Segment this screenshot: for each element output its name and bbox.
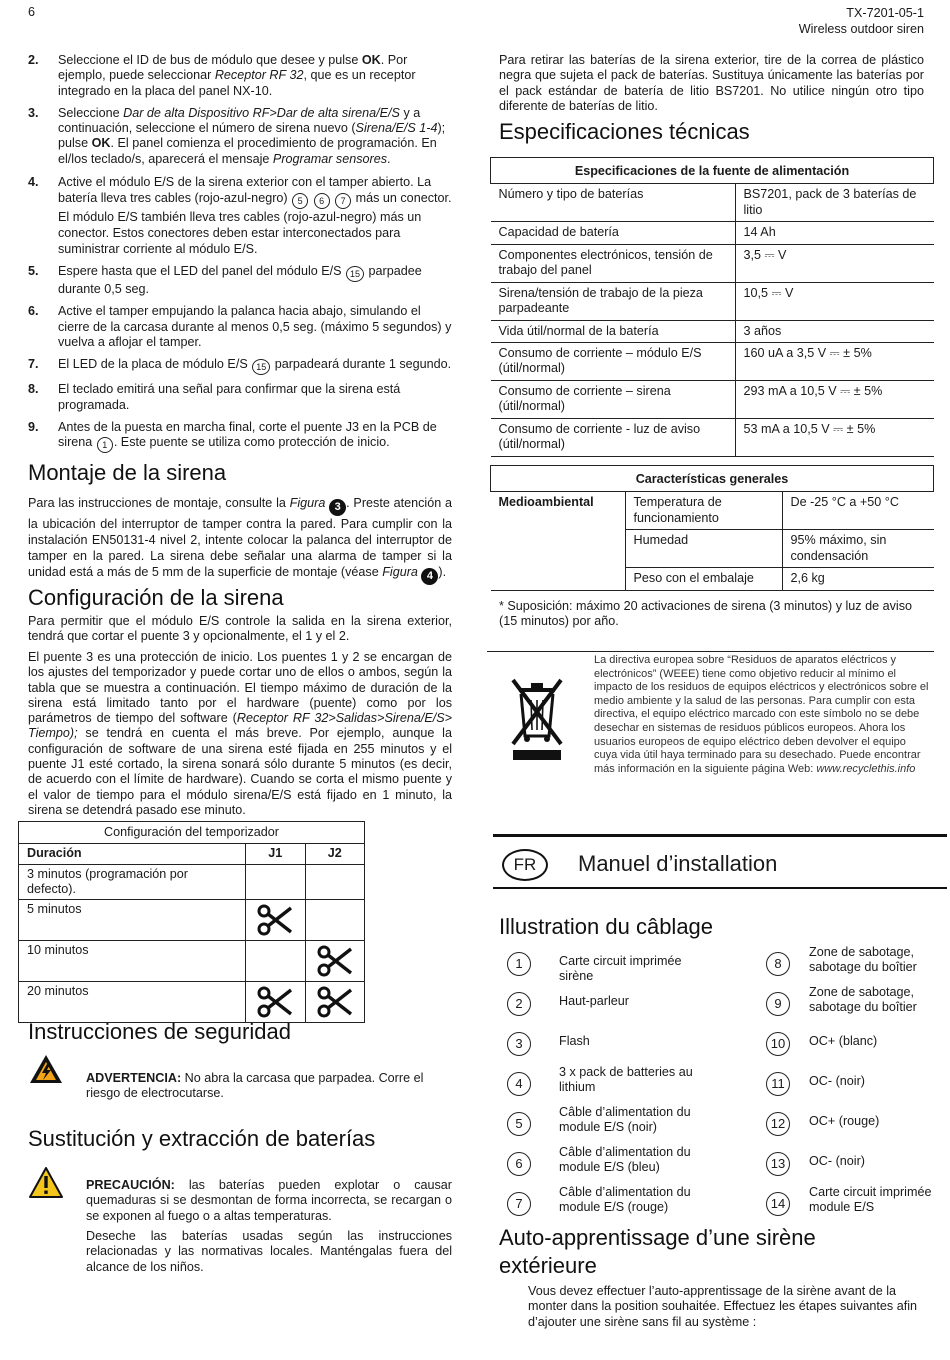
step: 6. Active el tamper empujando la palanca hacia abajo, simulando el cierre de la carcasa durante al menos 0,5 seg. (máximo 5 segundos) y vuelva a aflojar el tamper.: [28, 304, 452, 349]
fr-rule-top: [493, 834, 947, 837]
table-row: 10 minutos: [19, 941, 365, 982]
fr-rule-bottom: [493, 887, 947, 889]
config-title: Configuración de la sirena: [28, 585, 284, 610]
wiring-label: Carte circuit imprimée sirène: [559, 954, 682, 983]
general-spec-table: Características generales Medioambiental Temperatura de funcionamiento De -25 °C a +50 °C Humedad 95% máximo, sin condensación Peso con el embalaje 2,6 kg: [490, 465, 934, 591]
page-number: 6: [28, 5, 36, 19]
wiring-number-circle: 5: [507, 1112, 531, 1136]
scissors-icon: [305, 982, 365, 1023]
wiring-number-circle: 12: [766, 1112, 790, 1136]
scissors-icon: [305, 941, 365, 982]
montaje-text: Para las instrucciones de montaje, consulte la Figura 3 . Preste atención a la ubicación del interruptor de tamper contra la pared. Para cumplir con la instalación EN50131-4 nivel 2, intente colocar la palanca del interruptor de tamper en la pared. La sirena debe señalar una alarma de tamper si la unidad está a más de 5 mm de la superficie de montaje (véase Figura 4 ).: [28, 495, 452, 585]
scissors-icon: [246, 900, 306, 941]
general-header: Características generales: [491, 466, 934, 492]
wiring-label: Câble d’alimentation du module E/S (bleu): [559, 1145, 691, 1174]
step: 8. El teclado emitirá una señal para confirmar que la sirena está programada.: [28, 382, 401, 412]
wiring-number-circle: 3: [507, 1032, 531, 1056]
battery-title: Sustitución y extracción de baterías: [28, 1126, 376, 1151]
programming-steps: [28, 53, 453, 453]
auto-learn-title: Auto-apprentissage d’une sirène extérieure: [499, 1225, 816, 1278]
col-j2: J2: [305, 844, 365, 864]
warning-icon: [28, 1166, 64, 1204]
wiring-number-circle: 11: [766, 1072, 790, 1096]
step: 3. Seleccione Dar de alta Dispositivo RF>Dar de alta sirena/E/S y a continuación, seleccione el número de sirena nuevo (Sirena/E/S 1-4); pulse OK. El panel comienza el procedimiento de programación. En el/los teclado/s, aparecerá el mensaje Programar sensores.: [28, 105, 446, 166]
step: 2. Seleccione el ID de bus de módulo que desee y pulse OK. Por ejemplo, puede seleccionar Receptor RF 32, que es un receptor integrado en la placa del panel NX-10.: [28, 53, 416, 98]
step: 5. Espere hasta que el LED del panel del módulo E/S 15 parpadee durante 0,5 seg.: [28, 264, 422, 297]
left-column: [28, 53, 453, 460]
env-label: Medioambiental: [491, 492, 626, 590]
wiring-label: OC+ (blanc): [809, 1034, 878, 1048]
wiring-label: Zone de sabotage, sabotage du boîtier: [809, 985, 917, 1014]
wiring-label: OC- (noir): [809, 1154, 865, 1168]
wiring-label: Zone de sabotage, sabotage du boîtier: [809, 945, 917, 974]
weee-text: La directiva europea sobre “Residuos de aparatos eléctricos y electrónicos” (WEEE) tiene como objetivo reducir al mínimo el impacto de los residuos de equipos eléctricos y electrónicos sobre el medio ambiente y la salud de las personas. Para cumplir con esta directiva, el equipo eléctrico marcado con este símbolo no se debe desechar en sistemas de residuos públicos europeos. Ahora los usuarios europeos de equipo eléctrico deben devolver el equipo cuya vida útil haya terminado para su desechado. Puede encontrar más información en la siguiente página Web: www.recyclethis.info: [594, 654, 929, 775]
step: 4. Active el módulo E/S de la sirena exterior con el tamper abierto. La batería lleva tres cables (rojo-azul-negro) 5 6 7 más un conector. El módulo E/S también lleva tres cables (rojo-azul-negro) más un conector. Estos conectores deben estar interconectados para suministrar corriente al módulo E/S.: [28, 175, 452, 257]
timer-title: Configuración del temporizador: [19, 822, 365, 844]
step: 9. Antes de la puesta en marcha final, corte el puente J3 en la PCB de sirena 1 . Este puente se utiliza como protección de inicio.: [28, 420, 453, 453]
table-row: 5 minutos: [19, 900, 365, 941]
weee-url: www.recyclethis.info: [816, 762, 916, 775]
table-row: 3 minutos (programación por defecto).: [19, 864, 365, 900]
battery-disposal: Deseche las baterías usadas según las instrucciones relacionadas y las normativas locales. Manténgalas fuera del alcance de los niños.: [86, 1229, 452, 1274]
config-text-2: El puente 3 es una protección de inicio. Los puentes 1 y 2 se encargan de los ajustes del temporizador y puede cortar uno de ellos o ambos, según la tabla que se muestra a continuación. El tiempo máximo de duración de la sirena está limitado tanto por el hardware (puente) como por los parámetros de tiempo del software (Receptor RF 32>Salidas>Sirena/E/S> Tiempo); se tendrá en cuenta el más breve. Por ejemplo, aunque la configuración de software de una sirena esté fijada en 255 minutos y el puente J1 esté cortado, la sirena sonará sólo durante 5 minutos (es decir, de acuerdo con el límite de hardware). Cuando se corta el mismo puente y el valor de tiempo para el módulo sirena/E/S está fijado en 1 minuto, la sirena se detendrá pasado ese minuto.: [28, 650, 452, 817]
wiring-label: OC- (noir): [809, 1074, 865, 1088]
doc-id: TX-7201-05-1: [846, 6, 924, 20]
figure-ref-badge: 3: [329, 499, 346, 516]
wiring-number-circle: 13: [766, 1152, 790, 1176]
table-row: 20 minutos: [19, 982, 365, 1023]
wiring-number-circle: 1: [507, 952, 531, 976]
wiring-label: Haut-parleur: [559, 994, 629, 1008]
col-j1: J1: [246, 844, 306, 864]
wiring-label: 3 x pack de batteries au lithium: [559, 1065, 693, 1094]
scissors-icon: [246, 982, 306, 1023]
ref-circle: 6: [314, 193, 330, 209]
wiring-label: Flash: [559, 1034, 590, 1048]
electric-hazard-icon: [28, 1053, 64, 1089]
ref-circle: 5: [292, 193, 308, 209]
wiring-title: Illustration du câblage: [499, 914, 714, 939]
power-spec-table: Especificaciones de la fuente de alimentación Número y tipo de baterías BS7201, pack de 3 baterías de litio Capacidad de batería 14 Ah Componentes electrónicos, tensión de trabajo del panel 3,5 ⎓ V Sirena/tensión de trabajo de la pieza parpadeante 10,5 ⎓ V Vida útil/normal de la batería 3 años Consumo de corriente – módulo E/S (útil/normal) 160 uA a 3,5 V ⎓ ± 5% Consumo de corriente – sirena (útil/normal) 293 mA a 10,5 V ⎓ ± 5% Consumo de corriente - luz de aviso (útil/normal) 53 mA a 10,5 V ⎓ ± 5%: [490, 157, 934, 457]
spec-footnote: * Suposición: máximo 20 activaciones de sirena (3 minutos) y luz de aviso (15 minutos) por año.: [499, 599, 912, 629]
step: 7. El LED de la placa de módulo E/S 15 parpadeará durante 1 segundo.: [28, 357, 453, 375]
wiring-label: Carte circuit imprimée module E/S: [809, 1185, 932, 1214]
wiring-number-circle: 2: [507, 992, 531, 1016]
battery-caution: PRECAUCIÓN: las baterías pueden explotar o causar quemaduras si se desmontan de forma incorrecta, se recargan o se exponen al fuego o a altas temperaturas.: [86, 1178, 452, 1223]
wiring-label: Câble d’alimentation du module E/S (noir): [559, 1105, 691, 1134]
ref-circle: 7: [335, 193, 351, 209]
wiring-number-circle: 8: [766, 952, 790, 976]
weee-bin-icon: [509, 676, 565, 766]
wiring-label: Câble d’alimentation du module E/S (rouge): [559, 1185, 691, 1214]
auto-learn-text: Vous devez effectuer l’auto-apprentissage de la sirène avant de la monter dans la position souhaitée. Effectuez les étapes suivantes afin d’ajouter une sirène sans fil au système :: [528, 1284, 918, 1329]
wiring-number-circle: 7: [507, 1192, 531, 1216]
timer-table: [18, 821, 365, 1023]
fr-manual-title: Manuel d’installation: [578, 851, 778, 876]
montaje-title: Montaje de la sirena: [28, 460, 227, 485]
safety-title: Instrucciones de seguridad: [28, 1019, 291, 1044]
figure-ref-badge: 4: [421, 568, 438, 585]
col-duration: Duración: [19, 844, 246, 864]
wiring-label: OC+ (rouge): [809, 1114, 880, 1128]
wiring-number-circle: 14: [766, 1192, 790, 1216]
doc-header: [799, 5, 924, 37]
battery-removal-intro: Para retirar las baterías de la sirena exterior, tire de la correa de plástico negra que sujeta el pack de baterías. Sustituya únicamente las baterías por el pack estándar de batería de litio BS7201. No utilice ningún otro tipo diferente de baterías de litio.: [499, 53, 924, 113]
config-text-1: Para permitir que el módulo E/S controle la salida en la sirena exterior, tendrá que cortar el puente 3 y opcionalmente, el 1 y el 2.: [28, 614, 452, 644]
doc-subtitle: Wireless outdoor siren: [798, 22, 924, 36]
wiring-number-circle: 4: [507, 1072, 531, 1096]
weee-divider: [487, 651, 934, 652]
ref-circle: 15: [346, 266, 364, 282]
power-header: Especificaciones de la fuente de alimentación: [491, 158, 934, 184]
ref-circle: 1: [97, 437, 113, 453]
language-badge: FR: [502, 849, 548, 881]
spec-title: Especificaciones técnicas: [499, 119, 750, 144]
wiring-number-circle: 10: [766, 1032, 790, 1056]
ref-circle: 15: [252, 359, 270, 375]
safety-warning: ADVERTENCIA: No abra la carcasa que parpadea. Corre el riesgo de electrocutarse.: [86, 1071, 424, 1101]
wiring-number-circle: 6: [507, 1152, 531, 1176]
wiring-number-circle: 9: [766, 992, 790, 1016]
